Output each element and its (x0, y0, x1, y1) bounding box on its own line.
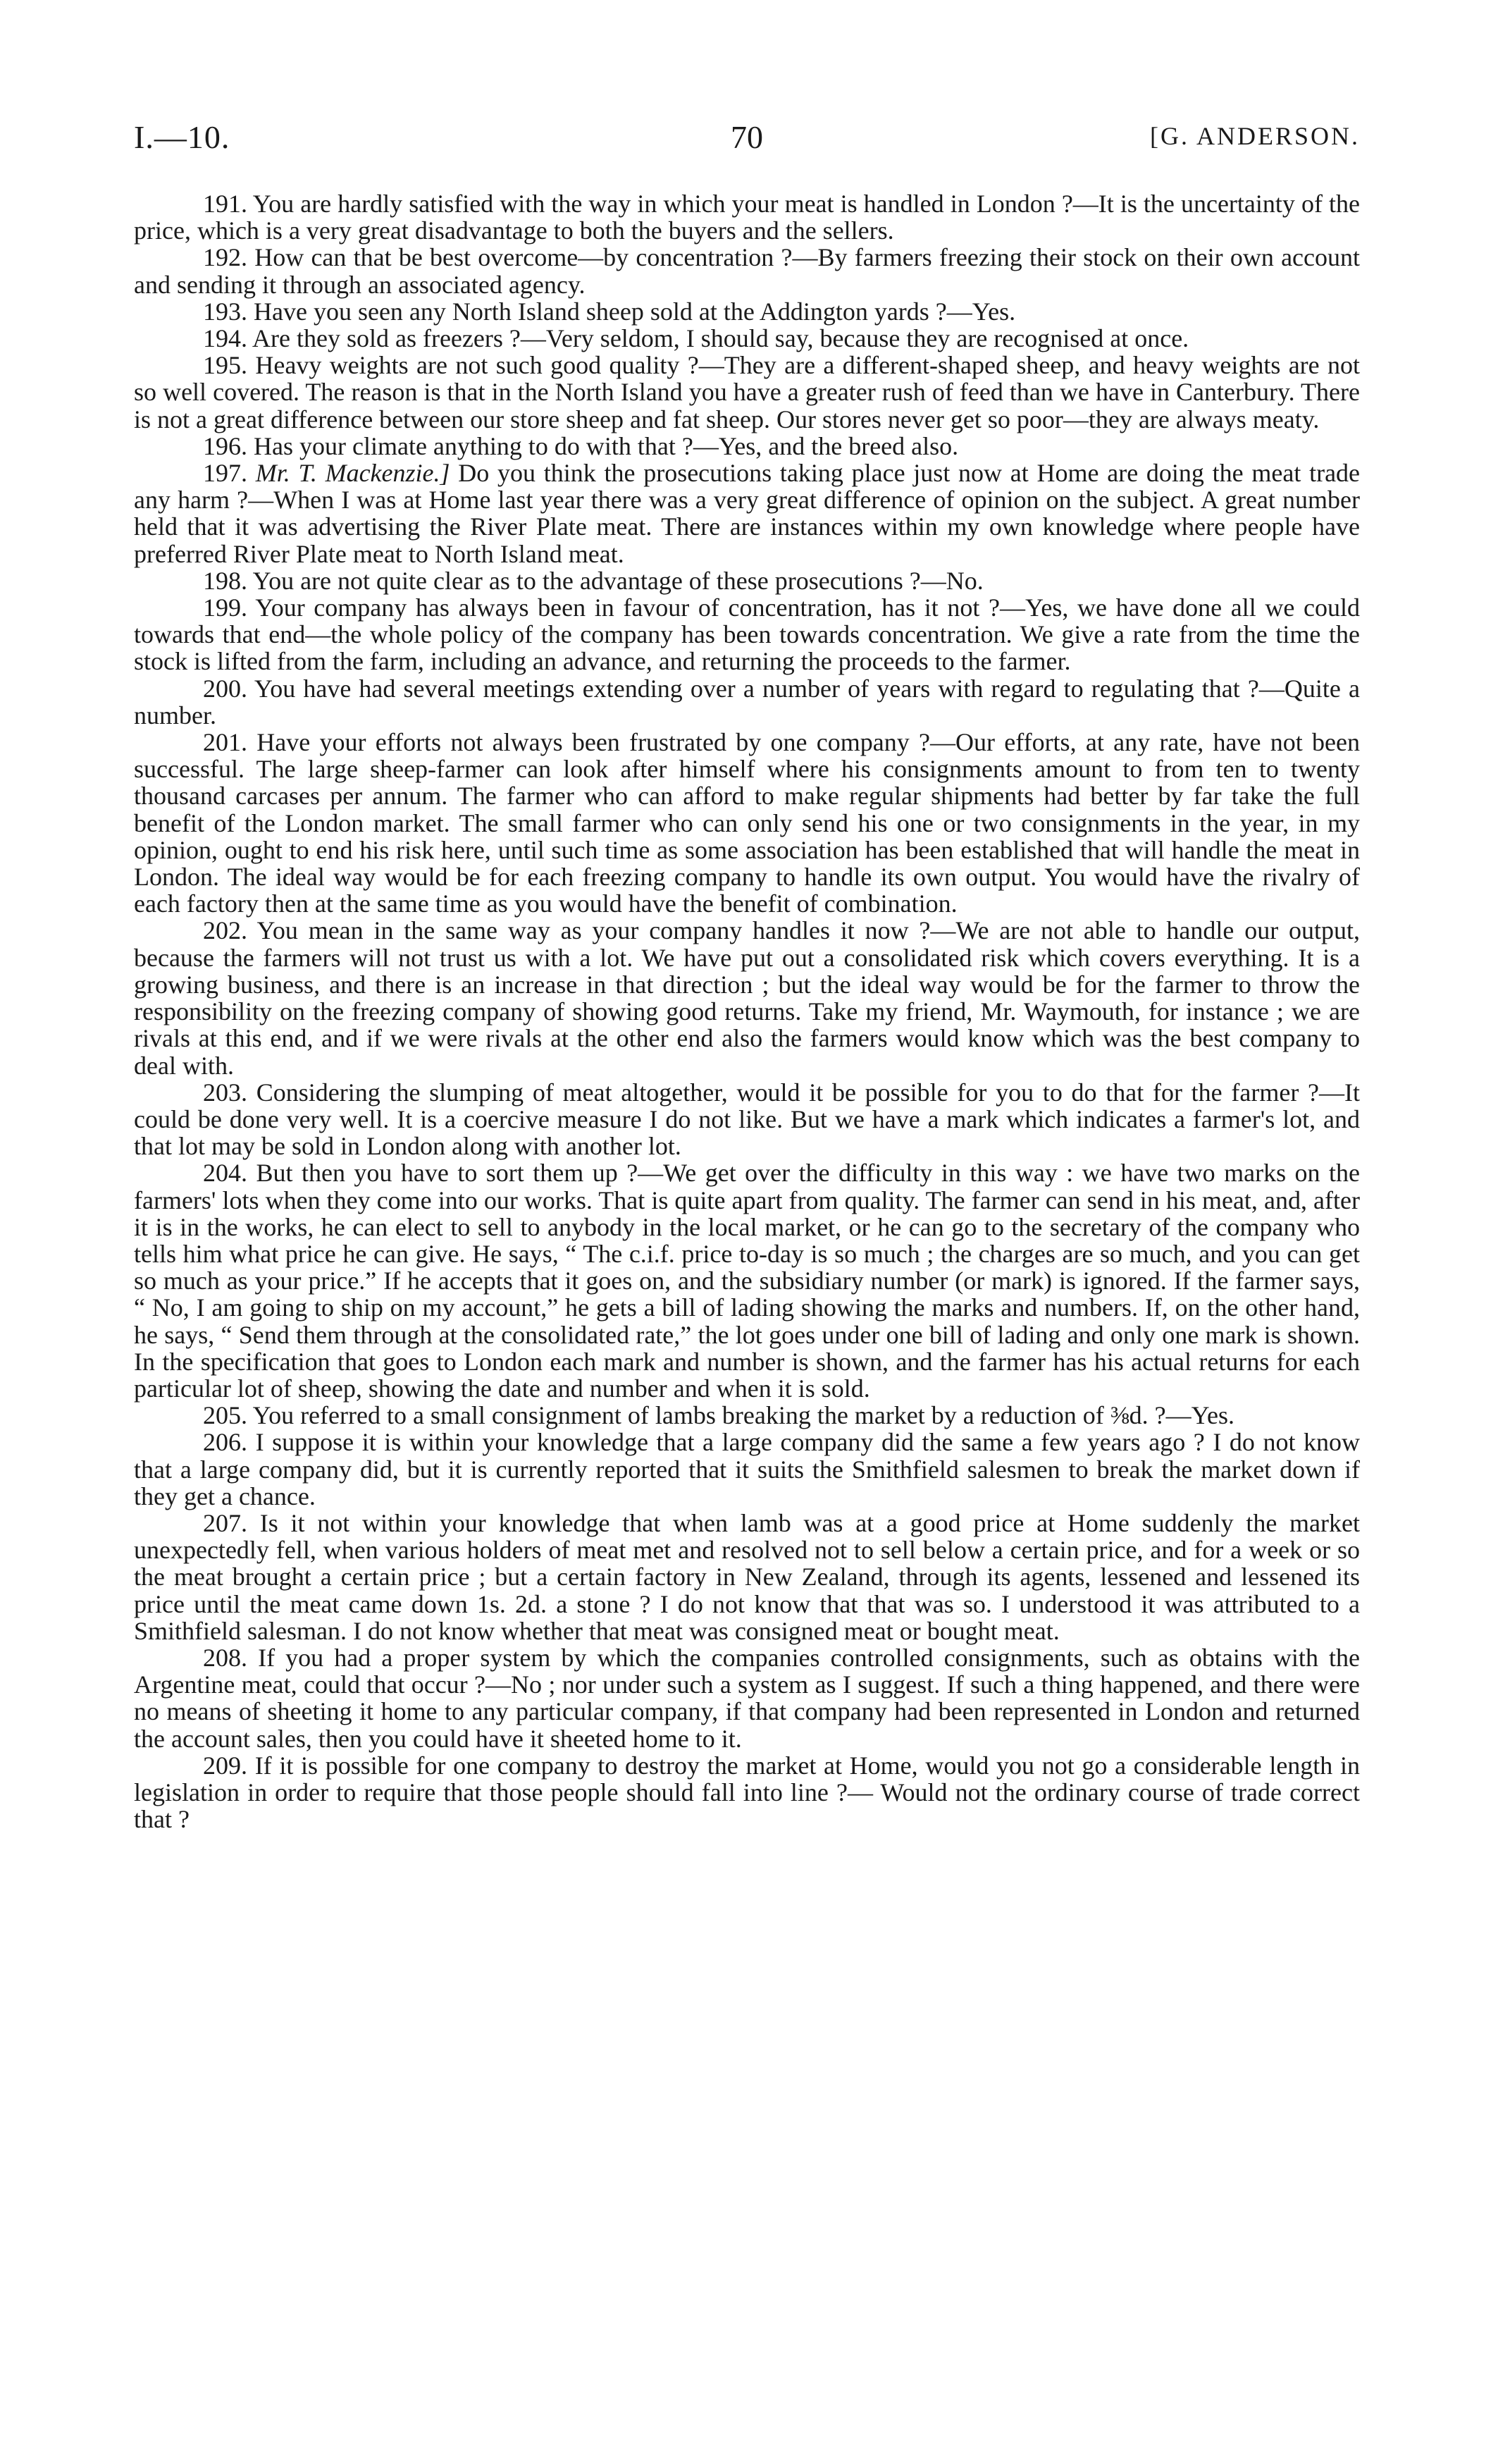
evidence-text (134, 190, 1360, 1832)
page-number: 70 (731, 119, 763, 155)
question-number: 202. (203, 916, 247, 945)
question-text: Have your efforts not always been frustrated by one company ?—Our efforts, at any rate, have not been successful. The large sheep-farmer can look after himself where his consignments amount to from ten to twenty thousand carcases per annum. The farmer who can afford to make regular shipments had better by far take the full benefit of the London market. The small farmer who can only send his one or two consignments in the year, in my opinion, ought to end his risk here, until such time as some association has been established that will handle the meat in London. The ideal way would be for each freezing company to handle its own output. You would have the rivalry of each factory then at the same time as you would have the benefit of combination. (134, 728, 1361, 918)
question-number: 192. (203, 243, 247, 272)
question-text: How can that be best overcome—by concentration ?—By farmers freezing their stock on their own account and sending it through an associated agency. (134, 243, 1361, 299)
question-204 (134, 1159, 1360, 1402)
question-number: 201. (203, 728, 247, 757)
question-number: 193. (203, 297, 247, 326)
question-205 (134, 1402, 1360, 1429)
question-text: Considering the slumping of meat altogether, would it be possible for you to do that for the farmer ?—It could be done very well. It is a coercive measure I do not like. But we have a mark which indicates a farmer's lot, and that lot may be sold in London along with another lot. (134, 1078, 1360, 1161)
question-number: 195. (203, 351, 247, 380)
witness-name: [G. ANDERSON. (1149, 122, 1360, 150)
speaker-name: Mr. T. Mackenzie.] (255, 459, 450, 488)
question-199 (134, 594, 1360, 675)
question-text: You mean in the same way as your company handles it now ?—We are not able to handle our output, because the farmers will not trust us with a lot. We have put out a consolidated risk which covers everything. It is a growing business, and there is an increase in that direction ; but the ideal way would be for the farmer to throw the responsibility on the freezing company of showing good returns. Take my friend, Mr. Waymouth, for instance ; we are rivals at this end, and if we were rivals at the other end also the farmers would know which was the best company to deal with. (134, 916, 1360, 1080)
question-201 (134, 729, 1360, 917)
question-number: 197. (203, 459, 247, 488)
question-number: 207. (203, 1508, 247, 1537)
question-197 (134, 460, 1360, 567)
question-text: If you had a proper system by which the companies controlled consignments, such as obtains with the Argentine meat, could that occur ?—No ; nor under such a system as I suggest. If such a thing happened, and there were no means of sheeting it home to any particular company, if that company had been represented in London and returned the account sales, then you could have it sheeted home to it. (134, 1643, 1360, 1753)
question-number: 203. (203, 1078, 247, 1107)
question-195 (134, 352, 1360, 433)
question-192 (134, 244, 1360, 297)
question-text: You have had several meetings extending over a number of years with regard to regulating that ?—Quite a number. (134, 674, 1360, 729)
question-text: Have you seen any North Island sheep sold at the Addington yards ?—Yes. (254, 297, 1016, 326)
question-text: Are they sold as freezers ?—Very seldom, I should say, because they are recognised at once. (252, 324, 1189, 353)
question-number: 198. (203, 566, 247, 595)
question-text: You referred to a small consignment of lambs breaking the market by a reduction of ⅜d. ?—Yes. (252, 1401, 1235, 1430)
question-209 (134, 1752, 1360, 1833)
paper-reference: I.—10. (134, 119, 230, 155)
question-text: You are not quite clear as to the advantage of these prosecutions ?—No. (252, 566, 984, 595)
question-206 (134, 1429, 1360, 1510)
question-196 (134, 433, 1360, 460)
question-number: 199. (203, 593, 247, 622)
question-number: 208. (203, 1643, 247, 1672)
question-text: Heavy weights are not such good quality ?—They are a different-shaped sheep, and heavy weights are not so well covered. The reason is that in the North Island you have a greater rush of feed than we have in Canterbury. There is not a great difference between our store sheep and fat sheep. Our stores never get so poor—they are always meaty. (134, 351, 1361, 433)
question-number: 191. (203, 190, 247, 218)
question-202 (134, 917, 1360, 1078)
question-text: Is it not within your knowledge that when lamb was at a good price at Home suddenly the market unexpectedly fell, when various holders of meat met and resolved not to sell below a certain price, and for a week or so the meat brought a certain price ; but a certain factory in New Zealand, through its agents, lessened and lessened its price until the meat came down 1s. 2d. a stone ? I do not know that that was so. I understood it was attributed to a Smithfield salesman. I do not know whether that meat was consigned meat or bought meat. (134, 1508, 1361, 1645)
question-194 (134, 325, 1360, 352)
question-text: You are hardly satisfied with the way in which your meat is handled in London ?—It is the uncertainty of the price, which is a very great disadvantage to both the buyers and the sellers. (134, 190, 1360, 245)
question-number: 206. (203, 1428, 247, 1457)
question-191 (134, 190, 1360, 244)
question-198 (134, 567, 1360, 594)
question-text: But then you have to sort them up ?—We get over the difficulty in this way : we have two marks on the farmers' lots when they come into our works. That is quite apart from quality. The farmer can send in his meat, and, after it is in the works, he can elect to sell to anybody in the local market, or he can go to the secretary of the company who tells him what price he can give. He says, “ The c.i.f. price to-day is so much ; the charges are so much, and you can get so much as your price.” If he accepts that it goes on, and the subsidiary number (or mark) is ignored. If the farmer says, “ No, I am going to ship on my account,” he gets a bill of lading showing the marks and numbers. If, on the other hand, he says, “ Send them through at the consolidated rate,” the lot goes under one bill of lading and only one mark is shown. In the specification that goes to London each mark and number is shown, and the farmer has his actual returns for each particular lot of sheep, showing the date and number and when it is sold. (134, 1159, 1361, 1403)
question-number: 194. (203, 324, 247, 353)
question-number: 204. (203, 1159, 247, 1188)
question-number: 205. (203, 1401, 247, 1430)
question-200 (134, 675, 1360, 729)
question-number: 196. (203, 431, 247, 460)
question-208 (134, 1644, 1360, 1752)
question-number: 209. (203, 1751, 247, 1780)
question-text: Your company has always been in favour of concentration, has it not ?—Yes, we have done all we could towards that end—the whole policy of the company has been towards concentration. We give a rate from the time the stock is lifted from the farm, including an advance, and returning the proceeds to the farmer. (134, 593, 1360, 676)
question-193 (134, 298, 1360, 325)
question-text: Do you think the prosecutions taking place just now at Home are doing the meat trade any harm ?—When I was at Home last year there was a very great difference of opinion on the subject. A great number held that it was advertising the River Plate meat. There are instances within my own knowledge where people have preferred River Plate meat to North Island meat. (134, 459, 1361, 568)
question-text: I suppose it is within your knowledge that a large company did the same a few years ago ? I do not know that a large company did, but it is currently reported that it suits the Smithfield salesmen to break the market down if they get a chance. (134, 1428, 1361, 1510)
question-207 (134, 1510, 1360, 1644)
page-header (134, 118, 1360, 161)
question-text: If it is possible for one company to destroy the market at Home, would you not go a considerable length in legislation in order to require that those people should fall into line ?— Would not the ordinary course of trade correct that ? (134, 1751, 1360, 1834)
question-203 (134, 1079, 1360, 1160)
question-text: Has your climate anything to do with that ?—Yes, and the breed also. (254, 431, 959, 460)
question-number: 200. (203, 674, 247, 703)
